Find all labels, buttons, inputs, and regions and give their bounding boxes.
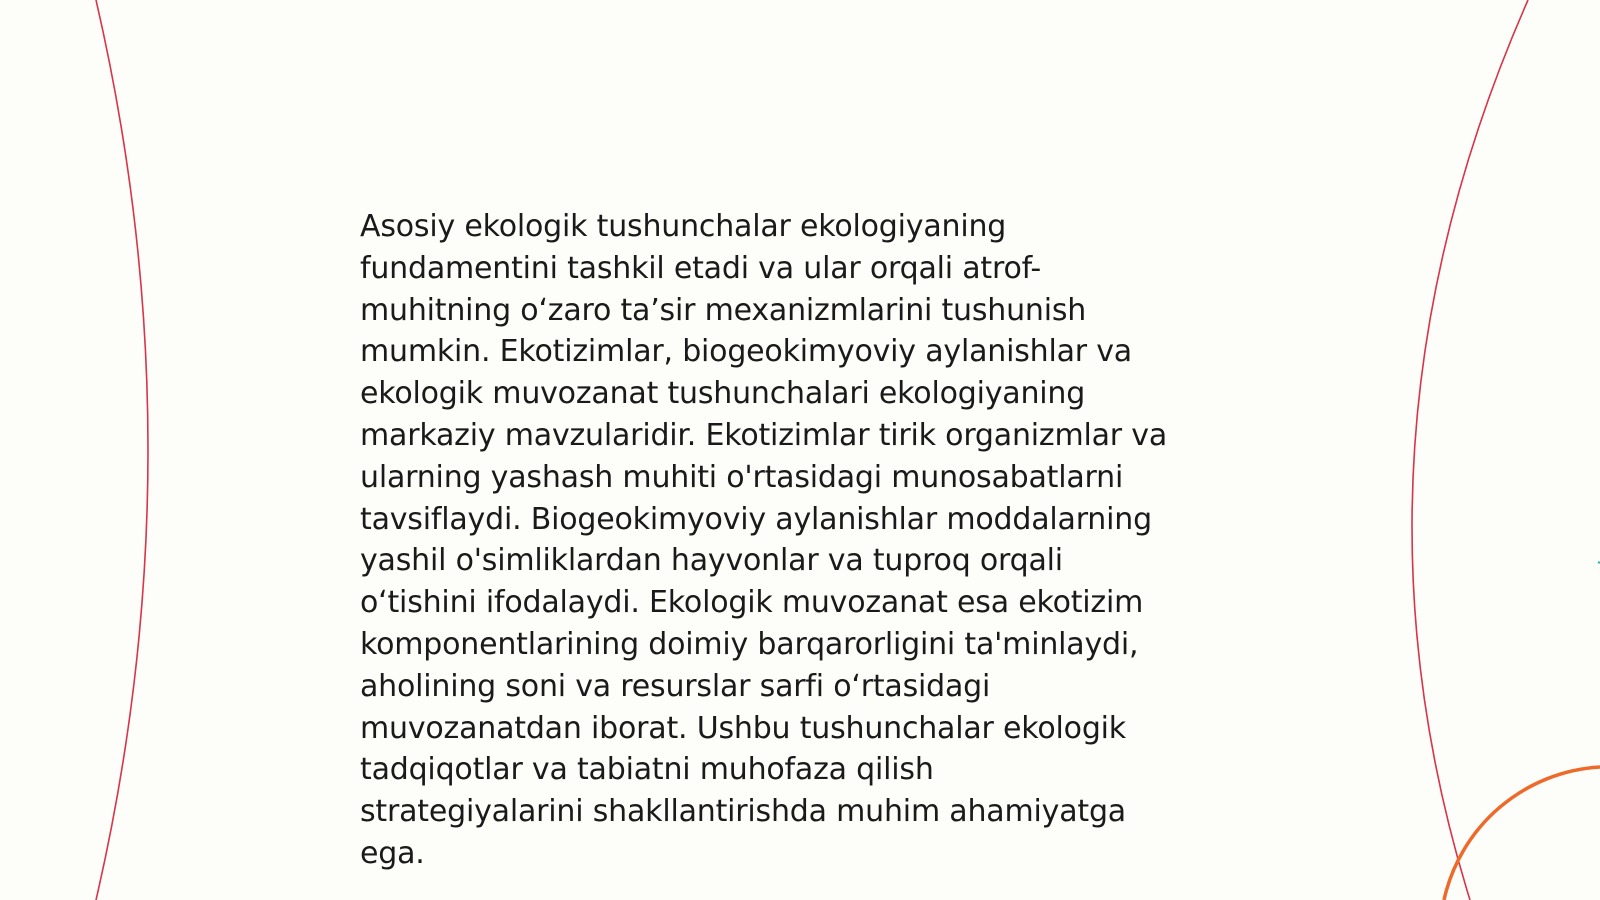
orange-circle-arc <box>1444 767 1600 900</box>
slide-body-text: Asosiy ekologik tushunchalar ekologiyaning fundamentini tashkil etadi va ular orqali atrof- muhitning o‘zaro ta’sir mexanizmlarini tushunish mumkin. Ekotizimlar, biogeokimyoviy aylanishlar va ekologik muvozanat tushunchalari ekologiyaning markaziy mavzularidir. Ekotizimlar tirik organizmlar va ularning yashash muhiti o'rtasidagi munosabatlarni tavsiflaydi. Biogeokimyoviy aylanishlar moddalarning yashil o'simliklardan hayvonlar va tuproq orqali o‘tishini ifodalaydi. Ekologik muvozanat esa ekotizim komponentlarining doimiy barqarorligini ta'minlaydi, aholining soni va resurslar sarfi o‘rtasidagi muvozanatdan iborat. Ushbu tushunchalar ekologik tadqiqotlar va tabiatni muhofaza qilish strategiyalarini shakllantirishda muhim ahamiyatga ega. <box>360 209 1167 871</box>
right-arc-line <box>1412 0 1528 900</box>
left-arc-line <box>96 0 148 900</box>
